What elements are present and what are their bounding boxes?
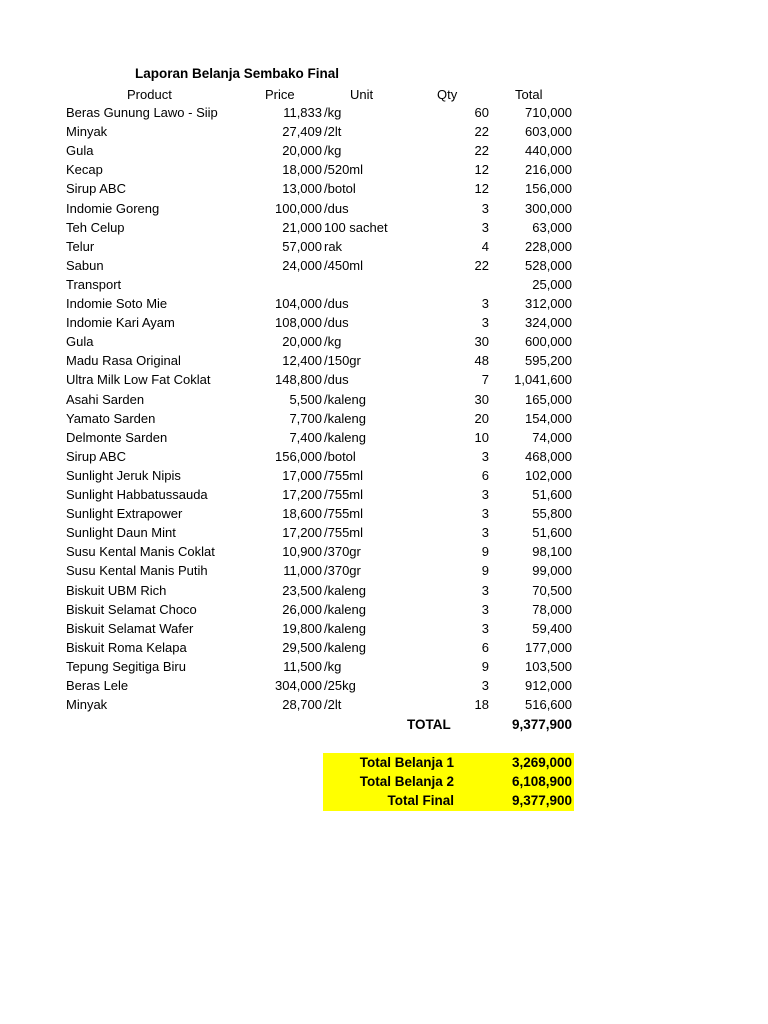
price-cell: 11,000 <box>283 563 322 579</box>
qty-cell: 12 <box>474 162 489 178</box>
table-row <box>0 504 768 523</box>
qty-cell: 3 <box>481 601 489 617</box>
product-cell: Sunlight Extrapower <box>66 506 183 522</box>
product-cell: Yamato Sarden <box>66 410 156 426</box>
price-cell: 11,833 <box>283 105 322 120</box>
qty-cell: 3 <box>481 219 489 235</box>
product-cell: Indomie Kari Ayam <box>66 315 175 331</box>
table-row <box>0 390 768 409</box>
product-cell: Sirup ABC <box>66 448 126 464</box>
product-cell: Beras Lele <box>66 678 129 693</box>
total-cell: 528,000 <box>525 257 572 273</box>
summary-value: 6,108,900 <box>511 774 572 789</box>
total-cell: 603,000 <box>525 124 572 140</box>
unit-cell: 100 sachet <box>324 219 388 235</box>
product-cell: Sabun <box>66 257 104 273</box>
product-cell: Teh Celup <box>66 219 125 235</box>
table-row <box>0 237 768 256</box>
unit-cell: /kaleng <box>324 620 366 636</box>
total-cell: 177,000 <box>525 639 572 655</box>
total-cell: 216,000 <box>525 162 572 178</box>
table-row <box>0 313 768 332</box>
product-cell: Biskuit Selamat Wafer <box>66 620 194 636</box>
total-cell: 63,000 <box>532 219 572 235</box>
summary-value: 9,377,900 <box>511 793 572 808</box>
table-row <box>0 676 768 695</box>
product-cell: Minyak <box>66 124 108 140</box>
product-cell: Kecap <box>66 162 103 178</box>
grand-total-value: 9,377,900 <box>511 717 572 732</box>
summary-label: Total Belanja 1 <box>359 755 454 770</box>
qty-cell: 6 <box>481 467 489 483</box>
table-row <box>0 370 768 389</box>
qty-cell: 22 <box>474 143 489 159</box>
unit-cell: /dus <box>324 200 349 216</box>
total-cell: 25,000 <box>532 276 572 292</box>
unit-cell: /370gr <box>324 544 361 560</box>
price-cell: 27,409 <box>282 124 322 140</box>
qty-cell: 6 <box>481 639 489 655</box>
product-cell: Indomie Goreng <box>66 200 160 216</box>
summary-label: Total Final <box>387 793 454 808</box>
unit-cell: /kaleng <box>324 391 366 407</box>
price-cell: 17,000 <box>282 467 322 483</box>
price-cell: 20,000 <box>282 334 322 350</box>
header-total: Total <box>515 87 543 102</box>
unit-cell: /520ml <box>324 162 364 178</box>
unit-cell: /755ml <box>324 467 364 483</box>
total-cell: 98,100 <box>532 544 572 560</box>
product-cell: Sunlight Habbatussauda <box>66 487 208 502</box>
header-product: Product <box>127 87 172 102</box>
total-cell: 51,600 <box>532 487 572 502</box>
table-row <box>0 351 768 370</box>
price-cell: 26,000 <box>282 601 322 617</box>
unit-cell: /25kg <box>324 678 356 693</box>
product-cell: Biskuit UBM Rich <box>66 582 167 598</box>
qty-cell: 3 <box>481 487 489 502</box>
unit-cell: /dus <box>324 315 349 331</box>
price-cell: 108,000 <box>275 315 322 331</box>
table-row <box>0 275 768 294</box>
table-row <box>0 179 768 198</box>
product-cell: Delmonte Sarden <box>66 429 168 445</box>
qty-cell: 48 <box>474 353 489 369</box>
qty-cell: 22 <box>474 124 489 140</box>
price-cell: 12,400 <box>282 353 322 369</box>
product-cell: Sunlight Jeruk Nipis <box>66 467 181 483</box>
qty-cell: 3 <box>481 525 489 541</box>
price-cell: 104,000 <box>275 296 322 311</box>
price-cell: 148,800 <box>275 372 322 388</box>
product-cell: Telur <box>66 238 95 254</box>
table-row <box>0 256 768 275</box>
header-qty: Qty <box>437 87 458 102</box>
header-price: Price <box>265 87 295 102</box>
qty-cell: 30 <box>474 334 489 350</box>
total-cell: 51,600 <box>532 525 572 541</box>
qty-cell: 3 <box>481 296 489 311</box>
table-row <box>0 638 768 657</box>
table-row <box>0 199 768 218</box>
unit-cell: /botol <box>324 181 356 197</box>
product-cell: Asahi Sarden <box>66 391 145 407</box>
unit-cell: /2lt <box>324 697 342 713</box>
price-cell: 100,000 <box>275 200 322 216</box>
price-cell: 18,600 <box>282 506 322 522</box>
summary-row <box>323 791 574 810</box>
total-cell: 59,400 <box>532 620 572 636</box>
table-row <box>0 122 768 141</box>
total-cell: 70,500 <box>532 582 572 598</box>
price-cell: 156,000 <box>275 448 322 464</box>
product-cell: Indomie Soto Mie <box>66 296 168 311</box>
total-cell: 55,800 <box>532 506 572 522</box>
price-cell: 21,000 <box>282 219 322 235</box>
product-cell: Sunlight Daun Mint <box>66 525 176 541</box>
unit-cell: /450ml <box>324 257 364 273</box>
qty-cell: 3 <box>481 315 489 331</box>
unit-cell: /150gr <box>324 353 361 369</box>
table-row <box>0 600 768 619</box>
table-row <box>0 561 768 580</box>
unit-cell: /2lt <box>324 124 342 140</box>
unit-cell: /kaleng <box>324 410 366 426</box>
total-cell: 156,000 <box>525 181 572 197</box>
price-cell: 7,700 <box>289 410 322 426</box>
price-cell: 20,000 <box>282 143 322 159</box>
header-unit: Unit <box>350 87 374 102</box>
product-cell: Beras Gunung Lawo - Siip <box>66 105 218 120</box>
qty-cell: 7 <box>481 372 489 388</box>
total-cell: 103,500 <box>525 658 572 674</box>
unit-cell: /kaleng <box>324 582 366 598</box>
qty-cell: 3 <box>481 448 489 464</box>
unit-cell: /kg <box>324 334 342 350</box>
price-cell: 304,000 <box>275 678 322 693</box>
total-cell: 312,000 <box>525 296 572 311</box>
table-row <box>0 485 768 504</box>
qty-cell: 9 <box>481 563 489 579</box>
unit-cell: /kaleng <box>324 429 366 445</box>
qty-cell: 9 <box>481 658 489 674</box>
qty-cell: 60 <box>474 105 489 120</box>
total-cell: 74,000 <box>532 429 572 445</box>
total-cell: 165,000 <box>525 391 572 407</box>
unit-cell: /755ml <box>324 487 364 502</box>
total-cell: 154,000 <box>525 410 572 426</box>
table-row <box>0 160 768 179</box>
qty-cell: 4 <box>481 238 489 254</box>
table-row <box>0 581 768 600</box>
price-cell: 13,000 <box>282 181 322 197</box>
product-cell: Gula <box>66 334 94 350</box>
qty-cell: 3 <box>481 200 489 216</box>
summary-box <box>323 753 574 811</box>
total-cell: 595,200 <box>525 353 572 369</box>
total-cell: 1,041,600 <box>514 372 572 388</box>
grand-total-label: TOTAL <box>407 717 451 732</box>
unit-cell: /755ml <box>324 506 364 522</box>
product-cell: Biskuit Selamat Choco <box>66 601 197 617</box>
total-cell: 78,000 <box>532 601 572 617</box>
qty-cell: 9 <box>481 544 489 560</box>
unit-cell: /dus <box>324 372 349 388</box>
total-cell: 102,000 <box>525 467 572 483</box>
total-cell: 912,000 <box>525 678 572 693</box>
price-cell: 29,500 <box>282 639 322 655</box>
price-cell: 18,000 <box>282 162 322 178</box>
total-cell: 99,000 <box>532 563 572 579</box>
product-cell: Biskuit Roma Kelapa <box>66 639 187 655</box>
unit-cell: /370gr <box>324 563 361 579</box>
unit-cell: /dus <box>324 296 349 311</box>
product-cell: Ultra Milk Low Fat Coklat <box>66 372 211 388</box>
price-cell: 17,200 <box>282 487 322 502</box>
qty-cell: 3 <box>481 506 489 522</box>
unit-cell: /kaleng <box>324 639 366 655</box>
total-cell: 228,000 <box>525 238 572 254</box>
product-cell: Minyak <box>66 697 108 713</box>
summary-value: 3,269,000 <box>511 755 572 770</box>
price-cell: 24,000 <box>282 257 322 273</box>
table-row <box>0 523 768 542</box>
table-row <box>0 103 768 122</box>
product-cell: Tepung Segitiga Biru <box>66 658 186 674</box>
table-row <box>0 657 768 676</box>
price-cell: 5,500 <box>289 391 322 407</box>
qty-cell: 12 <box>474 181 489 197</box>
total-cell: 710,000 <box>525 105 572 120</box>
qty-cell: 3 <box>481 678 489 693</box>
total-cell: 468,000 <box>525 448 572 464</box>
product-cell: Madu Rasa Original <box>66 353 181 369</box>
table-row <box>0 695 768 714</box>
table-row <box>0 332 768 351</box>
price-cell: 57,000 <box>282 238 322 254</box>
unit-cell: /755ml <box>324 525 364 541</box>
total-cell: 300,000 <box>525 200 572 216</box>
price-cell: 7,400 <box>289 429 322 445</box>
summary-label: Total Belanja 2 <box>359 774 454 789</box>
qty-cell: 10 <box>474 429 489 445</box>
unit-cell: /kg <box>324 105 342 120</box>
total-cell: 600,000 <box>525 334 572 350</box>
total-cell: 324,000 <box>525 315 572 331</box>
summary-row <box>323 772 574 791</box>
qty-cell: 18 <box>474 697 489 713</box>
unit-cell: rak <box>324 238 343 254</box>
price-cell: 11,500 <box>283 658 322 674</box>
unit-cell: /kaleng <box>324 601 366 617</box>
table-row <box>0 218 768 237</box>
qty-cell: 22 <box>474 257 489 273</box>
summary-row <box>323 753 574 772</box>
total-cell: 516,600 <box>525 697 572 713</box>
qty-cell: 3 <box>481 620 489 636</box>
qty-cell: 20 <box>474 410 489 426</box>
grand-total-row <box>0 715 768 734</box>
table-row <box>0 447 768 466</box>
report-title: Laporan Belanja Sembako Final <box>135 66 340 81</box>
table-row <box>0 141 768 160</box>
price-cell: 19,800 <box>282 620 322 636</box>
unit-cell: /kg <box>324 658 342 674</box>
product-cell: Susu Kental Manis Coklat <box>66 544 215 560</box>
table-row <box>0 542 768 561</box>
product-cell: Gula <box>66 143 94 159</box>
product-cell: Sirup ABC <box>66 181 126 197</box>
qty-cell: 30 <box>474 391 489 407</box>
total-cell: 440,000 <box>525 143 572 159</box>
price-cell: 28,700 <box>282 697 322 713</box>
product-cell: Susu Kental Manis Putih <box>66 563 208 579</box>
table-row <box>0 428 768 447</box>
table-row <box>0 294 768 313</box>
qty-cell: 3 <box>481 582 489 598</box>
table-row <box>0 409 768 428</box>
unit-cell: /botol <box>324 448 356 464</box>
unit-cell: /kg <box>324 143 342 159</box>
product-cell: Transport <box>66 276 122 292</box>
price-cell: 17,200 <box>282 525 322 541</box>
table-row <box>0 619 768 638</box>
price-cell: 23,500 <box>282 582 322 598</box>
price-cell: 10,900 <box>282 544 322 560</box>
table-row <box>0 466 768 485</box>
